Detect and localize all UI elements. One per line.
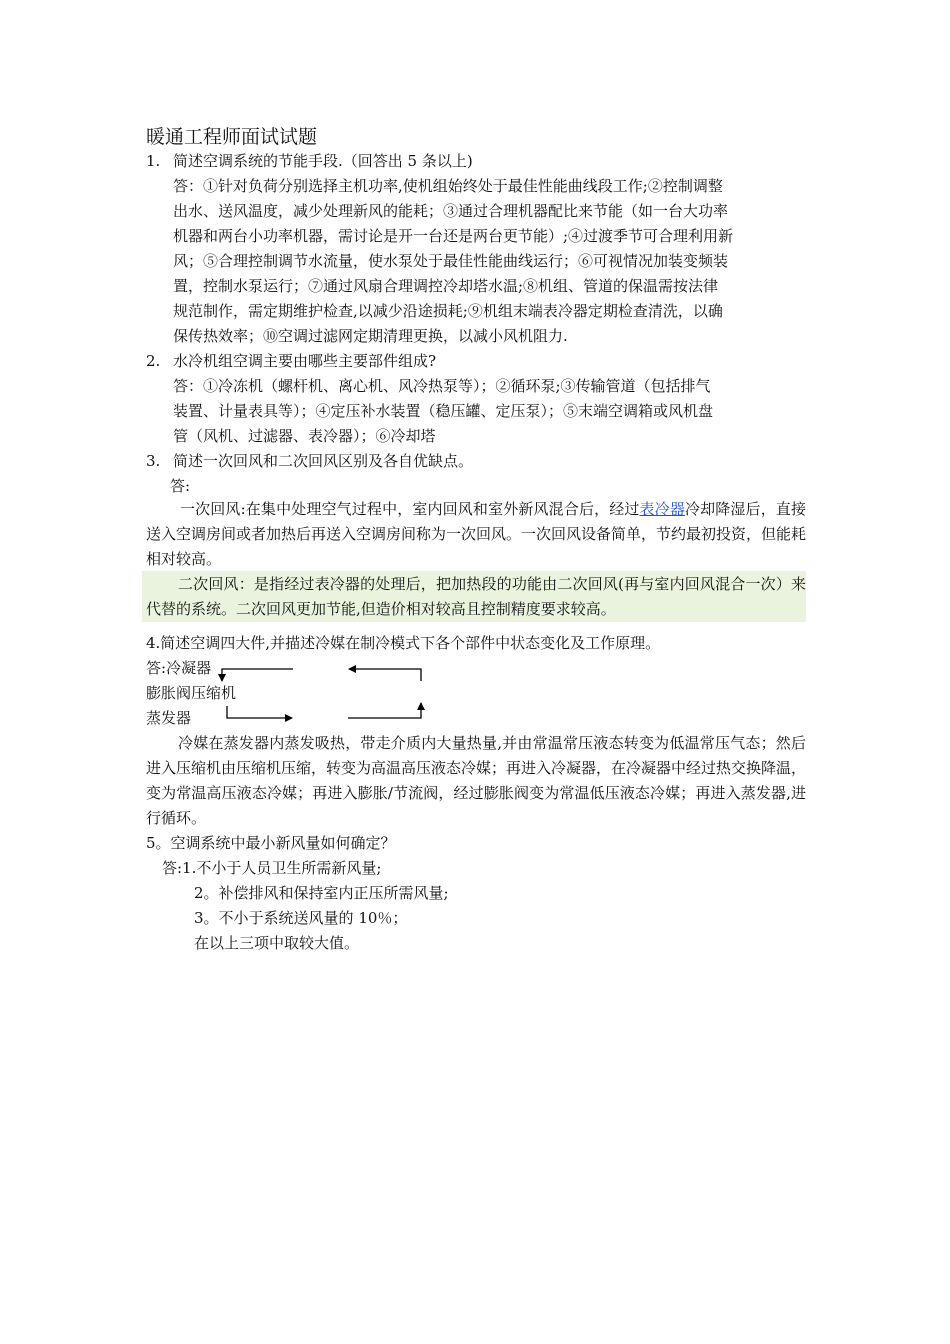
q1-answer-line: 出水、送风温度，减少处理新风的能耗；③通过合理机器配比来节能（如一台大功率	[173, 202, 729, 220]
q3-number: 3.	[146, 452, 161, 470]
q2-number: 2.	[146, 352, 161, 370]
q5-answer-line: 答:1.不小于人员卫生所需新风量;	[162, 859, 382, 877]
q3-paragraph-secondary-return: 二次回风：是指经过表冷器的处理后，把加热段的功能由二次回风(再与室内回风混合一次）来代替的系统。二次回风更加节能,但造价相对较高且控制精度要求较高。	[146, 575, 806, 618]
q1-answer-line: 机器和两台小功率机器，需讨论是开一台还是两台更节能）;④过渡季节可合理利用新	[173, 227, 734, 245]
q2-answer-line: 答：①冷冻机（螺杆机、离心机、风冷热泵等）；②循环泵;③传输管道（包括排气	[173, 377, 711, 395]
q4-question: 4.简述空调四大件,并描述冷媒在制冷模式下各个部件中状态变化及工作原理。	[146, 634, 661, 652]
q4-paragraph: 冷媒在蒸发器内蒸发吸热，带走介质内大量热量,并由常温常压液态转变为低温常压气态；然后进入压缩机由压缩机压缩，转变为高温高压液态冷媒；再进入冷凝器，在冷凝器中经过热交换降温，变为常温高压液态冷媒；再进入膨胀/节流阀，经过膨胀阀变为常温低压液态冷媒；再进入蒸发器,进行循环。	[146, 734, 807, 827]
q1-answer-line: 答：①针对负荷分别选择主机功率,使机组始终处于最佳性能曲线段工作;②控制调整	[173, 177, 723, 195]
q5-question: 5。空调系统中最小新风量如何确定？	[146, 834, 396, 852]
document-title: 暖通工程师面试试题	[146, 126, 318, 148]
cycle-arrow-top-right	[349, 669, 421, 681]
q5-answer-line: 2。补偿排风和保持室内正压所需风量;	[194, 884, 449, 902]
q3-p1-text: 一次回风:在集中处理空气过程中，室内回风和室外新风混合后，经过	[180, 500, 640, 518]
q3-p1-text-cont: 冷却降湿后，直接送入空调房间或者加热后再送入空调房间称为一次回风。一次回风设备简单，节约最初投资，但能耗相对较高。	[146, 500, 807, 568]
q4-evaporator: 蒸发器	[146, 709, 192, 727]
q5-answer-line: 3。不小于系统送风量的 10％；	[194, 909, 408, 927]
q1-answer-line: 规范制作，需定期维护检查,以减少沿途损耗;⑨机组末端表冷器定期检查清洗，以确	[173, 302, 723, 320]
cycle-arrow-top-left	[222, 669, 293, 681]
q4-answer-condenser: 答:冷凝器	[146, 659, 212, 677]
cycle-arrow-bottom-right	[348, 703, 421, 718]
q2-answer-line: 装置、计量表具等）；④定压补水装置（稳压罐、定压泵）；⑤末端空调箱或风机盘	[173, 402, 714, 420]
q2-question: 水冷机组空调主要由哪些主要部件组成?	[173, 352, 437, 370]
q1-answer-line: 保传热效率；⑩空调过滤网定期清理更换，以减小风机阻力.	[173, 327, 568, 345]
cycle-arrow-bottom-left	[227, 706, 292, 718]
q5-answer-line: 在以上三项中取较大值。	[194, 934, 360, 952]
q4-expansion-compressor: 膨胀阀压缩机	[146, 684, 237, 702]
q1-question: 简述空调系统的节能手段.（回答出 5 条以上)	[173, 152, 473, 170]
q1-number: 1.	[146, 152, 161, 170]
q1-answer-line: 风；⑤合理控制调节水流量，使水泵处于最佳性能曲线运行；⑥可视情况加装变频装	[173, 252, 729, 270]
q3-answer-label: 答:	[170, 477, 191, 495]
q1-answer-line: 置，控制水泵运行；⑦通过风扇合理调控冷却塔水温;⑧机组、管道的保温需按法律	[173, 277, 719, 295]
q2-answer-line: 管（风机、过滤器、表冷器）；⑥冷却塔	[173, 427, 436, 445]
surface-cooler-link[interactable]: 表冷器	[639, 500, 685, 518]
q3-question: 简述一次回风和二次回风区别及各自优缺点。	[173, 452, 474, 470]
